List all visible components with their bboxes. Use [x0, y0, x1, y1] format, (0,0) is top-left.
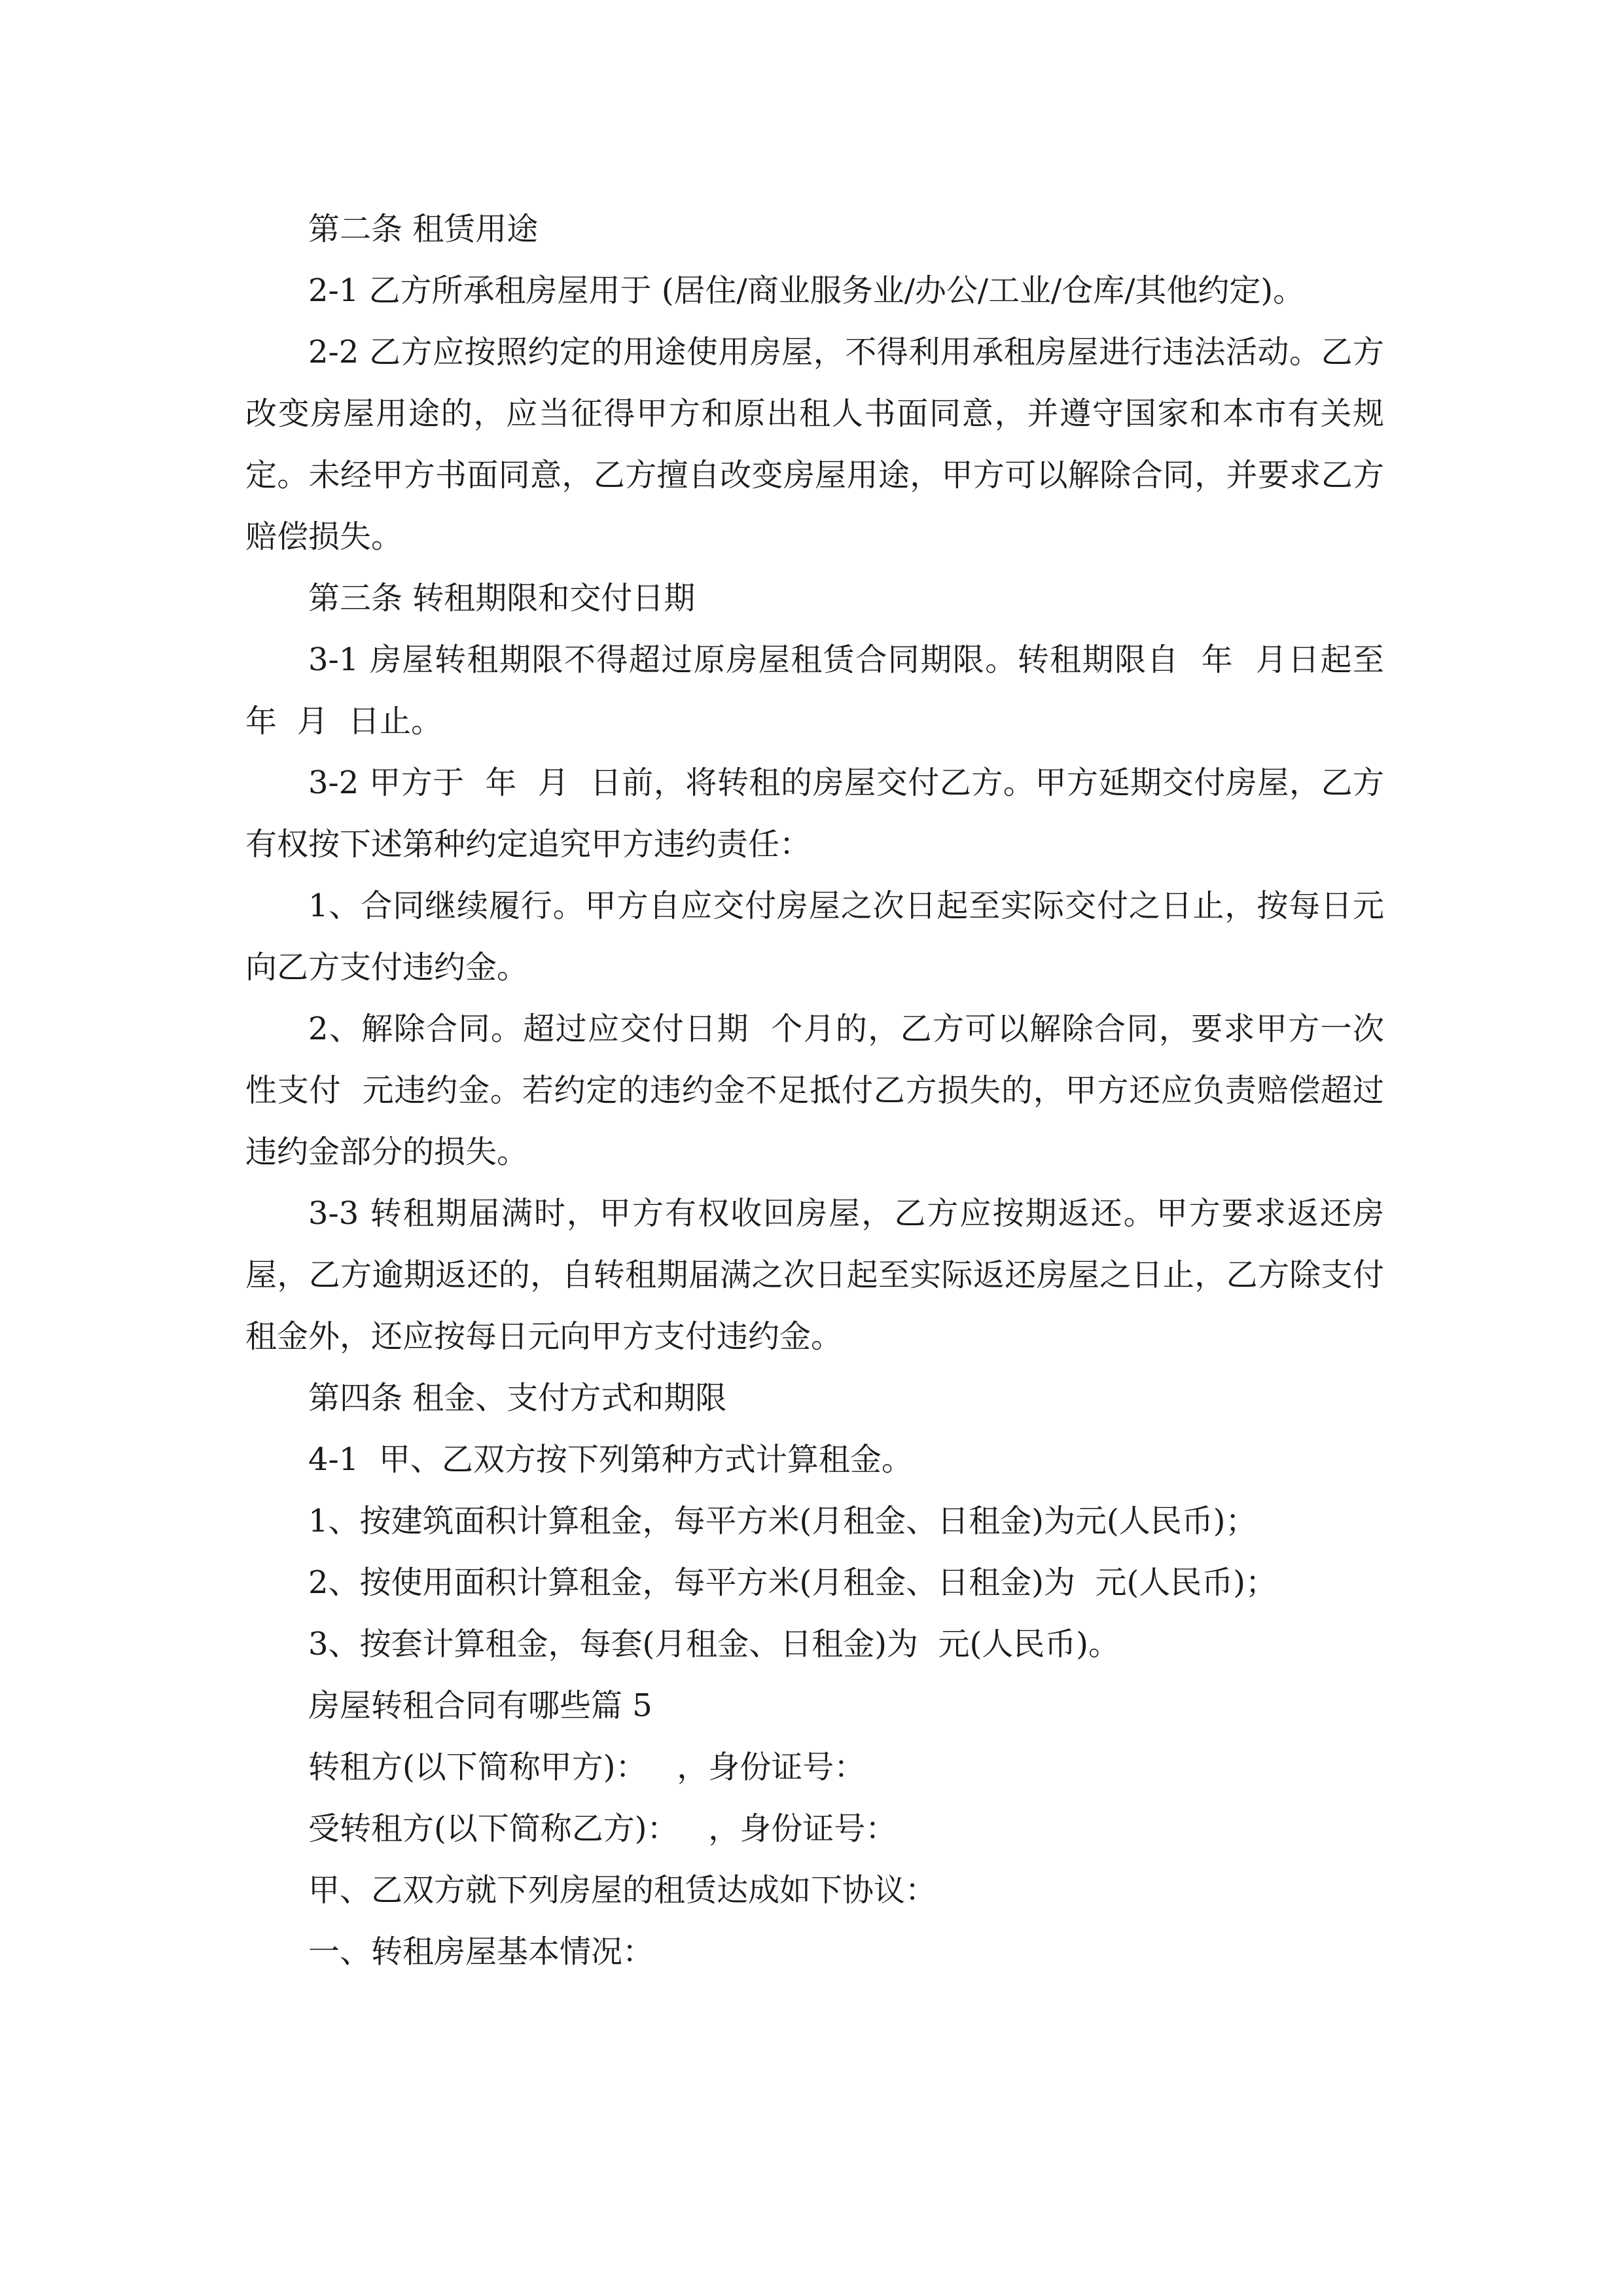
clause-2-2: 2-2 乙方应按照约定的用途使用房屋，不得利用承租房屋进行违法活动。乙方改变房屋用途的，应当征得甲方和原出租人书面同意，并遵守国家和本市有关规定。未经甲方书面同意，乙方擅自改变房屋用途，甲方可以解除合同，并要求乙方赔偿损失。	[245, 334, 1384, 555]
section-title-part-5: 房屋转租合同有哪些篇 5	[308, 1687, 652, 1724]
article-4-heading: 第四条 租金、支付方式和期限	[308, 1380, 727, 1416]
section-1-heading: 一、转租房屋基本情况：	[308, 1933, 654, 1970]
party-b-line: 受转租方(以下简称乙方)： ，身份证号：	[308, 1810, 897, 1847]
clause-4-1: 4-1 甲、乙双方按下列第种方式计算租金。	[308, 1441, 913, 1478]
clause-4-1-option-1: 1、按建筑面积计算租金，每平方米(月租金、日租金)为元(人民币)；	[308, 1503, 1257, 1539]
party-a-line: 转租方(以下简称甲方)： ，身份证号：	[308, 1749, 866, 1785]
article-3-heading: 第三条 转租期限和交付日期	[308, 580, 696, 617]
clause-4-1-option-2: 2、按使用面积计算租金，每平方米(月租金、日租金)为 元(人民币)；	[308, 1564, 1277, 1601]
document-body	[245, 198, 1404, 1982]
clause-3-2-option-2: 2、解除合同。超过应交付日期 个月的，乙方可以解除合同，要求甲方一次性支付 元违约金。若约定的违约金不足抵付乙方损失的，甲方还应负责赔偿超过违约金部分的损失。	[245, 1011, 1384, 1170]
clause-3-3: 3-3 转租期届满时，甲方有权收回房屋，乙方应按期返还。甲方要求返还房屋，乙方逾期返还的，自转租期届满之次日起至实际返还房屋之日止，乙方除支付租金外，还应按每日元向甲方支付违约金。	[245, 1195, 1384, 1355]
clause-3-1: 3-1 房屋转租期限不得超过原房屋租赁合同期限。转租期限自 年 月日起至 年 月 日止。	[245, 641, 1404, 740]
clause-4-1-option-3: 3、按套计算租金，每套(月租金、日租金)为 元(人民币)。	[308, 1626, 1120, 1662]
article-2-heading: 第二条 租赁用途	[308, 211, 539, 247]
clause-3-2: 3-2 甲方于 年 月 日前，将转租的房屋交付乙方。甲方延期交付房屋，乙方有权按下述第种约定追究甲方违约责任：	[245, 764, 1384, 863]
agreement-intro: 甲、乙双方就下列房屋的租赁达成如下协议：	[308, 1872, 937, 1909]
clause-2-1: 2-1 乙方所承租房屋用于 (居住/商业服务业/办公/工业/仓库/其他约定)。	[308, 272, 1305, 309]
clause-3-2-option-1: 1、合同继续履行。甲方自应交付房屋之次日起至实际交付之日止，按每日元向乙方支付违约金。	[245, 888, 1384, 986]
